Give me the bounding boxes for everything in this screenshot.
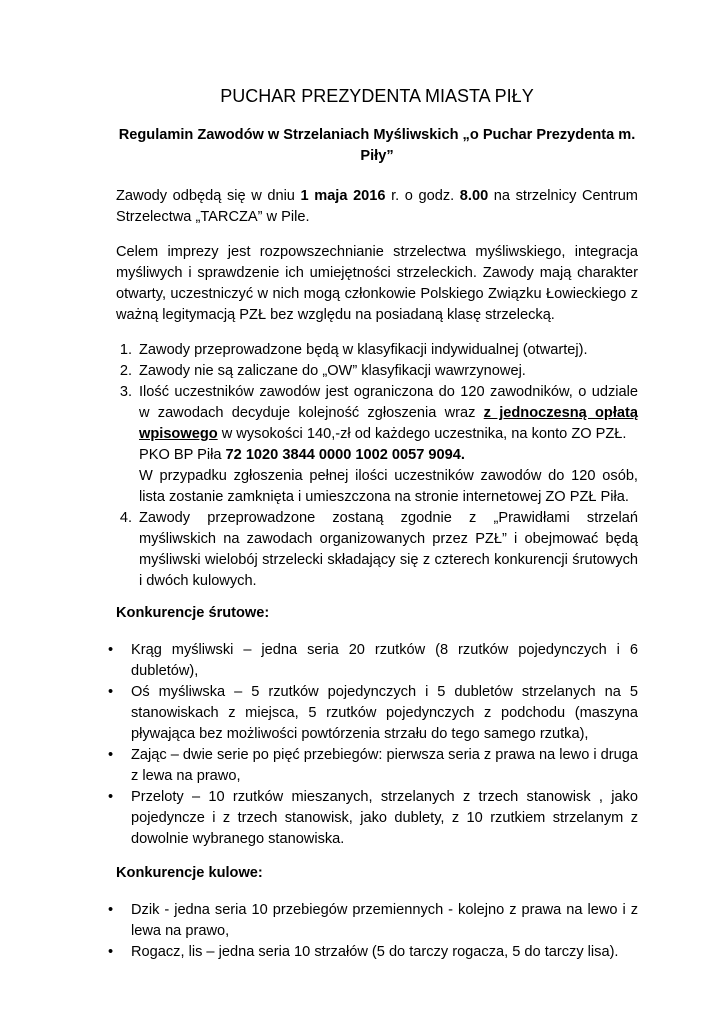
rule-text: Zawody nie są zaliczane do „OW” klasyfikacji wawrzynowej. — [139, 363, 526, 379]
rule-number: 2. — [119, 363, 132, 379]
bullet-icon: • — [108, 684, 114, 700]
rule-number: 4. — [119, 510, 132, 526]
intro-date-paragraph — [116, 186, 638, 228]
rule-text-fee: w wysokości 140,-zł od każdego uczestnika, na konto ZO PZŁ. — [217, 426, 627, 442]
list-item-text: Zając – dwie serie po pięć przebiegów: pierwsza seria z prawa na lewo i druga z lewa na prawo, — [131, 747, 638, 784]
rule-text: Zawody przeprowadzone będą w klasyfikacji indywidualnej (otwartej). — [139, 342, 588, 358]
rule-item-4 — [108, 508, 638, 592]
list-item — [108, 682, 638, 745]
shot-competitions-heading: Konkurencje śrutowe: — [116, 605, 270, 621]
entry-fee-emphasis: z jednoczesną opłatą wpisowego — [139, 405, 638, 442]
rule-item-2 — [108, 361, 638, 382]
event-date: 1 maja 2016 — [300, 188, 386, 204]
intro-text-c: na strzelnicy Centrum Strzelectwa „TARCZA” w Pile. — [116, 188, 638, 225]
rule-text: Zawody przeprowadzone zostaną zgodnie z „Prawidłami strzelań myśliwskich na zawodach organizowanych przez PZŁ” i obejmować będą myśliwski wielobój strzelecki składający się z czterech konkurencji śrutowych i dwóch kulowych. — [139, 510, 638, 589]
page-title: PUCHAR PREZYDENTA MIASTA PIŁY — [220, 86, 534, 106]
bullet-icon: • — [108, 747, 114, 763]
list-item-text: Oś myśliwska – 5 rzutków pojedynczych i 5 dubletów strzelanych na 5 stanowiskach z miejsca, 5 rzutków pojedynczych z podchodu (maszyna pływająca bez możliwości powtórzenia strzału do tego samego rzutka), — [131, 684, 638, 742]
bullet-icon: • — [108, 642, 114, 658]
list-item — [108, 745, 638, 787]
list-item-text: Krąg myśliwski – jedna seria 20 rzutków (8 rzutków pojedynczych i 6 dubletów), — [131, 642, 638, 679]
list-item — [108, 640, 638, 682]
bullet-icon: • — [108, 944, 114, 960]
shot-competitions-list — [108, 640, 638, 850]
bullet-icon: • — [108, 902, 114, 918]
rule-item-1 — [108, 340, 638, 361]
ball-competitions-heading: Konkurencje kulowe: — [116, 865, 263, 881]
list-item — [108, 787, 638, 850]
document-body — [108, 84, 638, 976]
rule-text: Ilość uczestników zawodów jest ograniczona do 120 zawodników, o udziale w zawodach decyduje kolejność zgłoszenia wraz — [139, 384, 638, 421]
rule-number: 1. — [119, 342, 132, 358]
intro-purpose-paragraph: Celem imprezy jest rozpowszechnianie strzelectwa myśliwskiego, integracja myśliwych i sprawdzenie ich umiejętności strzeleckich. Zawody mają charakter otwarty, uczestniczyć w nich mogą członkowie Polskiego Związku Łowieckiego z ważną legitymacją PZŁ bez względu na posiadaną klasę strzelecką. — [116, 244, 638, 323]
intro-text-a: Zawody odbędą się w dniu — [116, 188, 301, 204]
list-item-text: Dzik - jedna seria 10 przebiegów przemiennych - kolejno z prawa na lewo i z lewa na prawo, — [131, 902, 638, 939]
ball-competitions-list — [108, 900, 638, 963]
rule-number: 3. — [119, 384, 132, 400]
bank-account-number: 72 1020 3844 0000 1002 0057 9094. — [225, 447, 465, 463]
event-time: 8.00 — [459, 188, 489, 204]
list-item-text: Rogacz, lis – jedna seria 10 strzałów (5 do tarczy rogacza, 5 do tarczy lisa). — [131, 944, 619, 960]
intro-text-b: r. o godz. — [385, 188, 460, 204]
list-item — [108, 942, 638, 963]
regulation-subtitle: Regulamin Zawodów w Strzelaniach Myśliwskich „o Puchar Prezydenta m. Piły” — [118, 127, 636, 164]
list-item-text: Przeloty – 10 rzutków mieszanych, strzelanych z trzech stanowisk , jako pojedyncze i z trzech stanowisk, jako dublety, z 10 rzutkiem strzelanym z dowolnie wybranego stanowiska. — [131, 789, 638, 847]
rules-list — [108, 340, 638, 592]
rule-text-closing: W przypadku zgłoszenia pełnej ilości uczestników zawodów do 120 osób, lista zostanie zamknięta i umieszczona na stronie internetowej ZO PZŁ Piła. — [139, 468, 638, 505]
rule-item-3 — [108, 382, 638, 508]
list-item — [108, 900, 638, 942]
bullet-icon: • — [108, 789, 114, 805]
bank-label: PKO BP Piła — [139, 447, 226, 463]
